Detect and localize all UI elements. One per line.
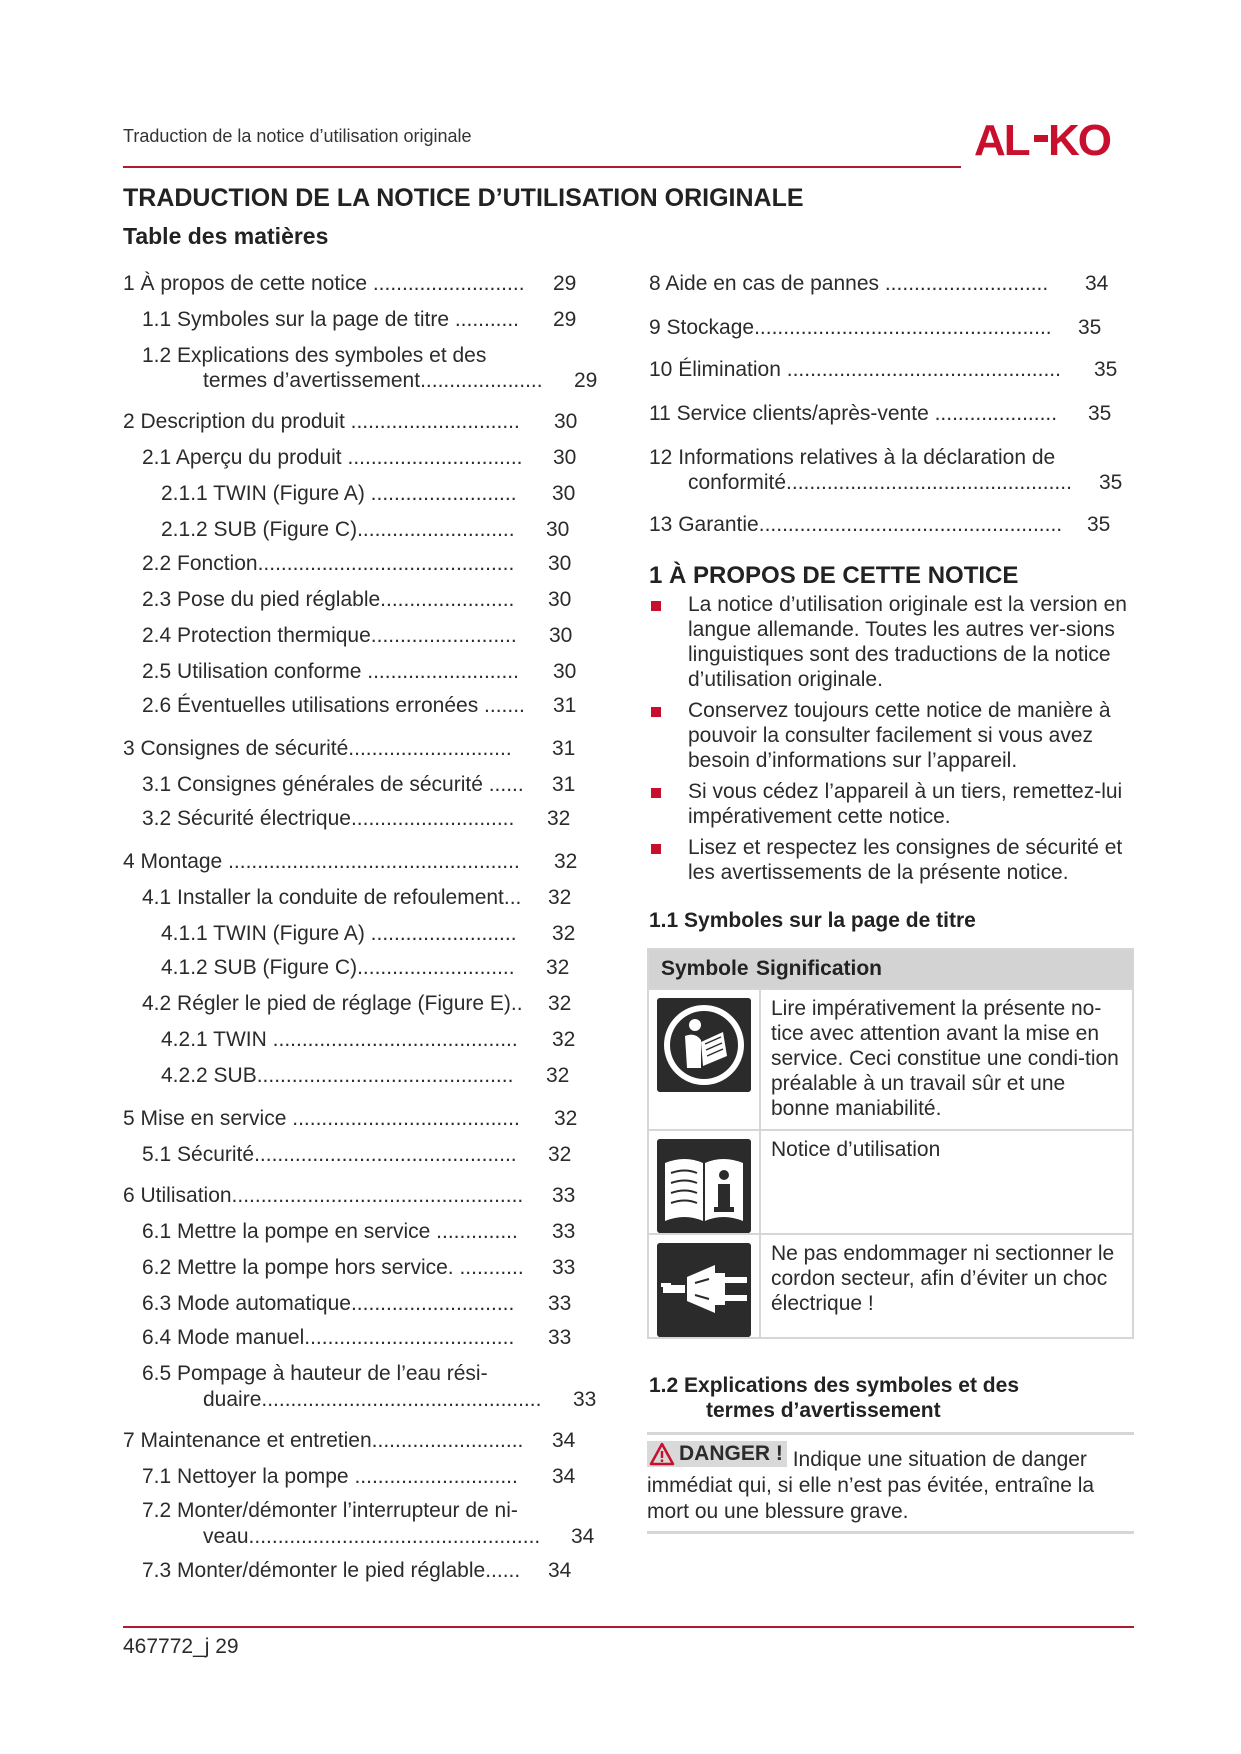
toc-entry[interactable]: 4.1.1 TWIN (Figure A) ......................... 32 — [161, 922, 576, 945]
toc-entry[interactable]: 2.4 Protection thermique......................... 30 — [142, 624, 573, 647]
danger-text: Indique une situation de danger immédiat qui, si elle n’est pas évitée, entraîne la mort ou une blessure grave. — [647, 1448, 1095, 1523]
toc-entry[interactable]: 2.1 Aperçu du produit .............................. 30 — [142, 446, 577, 469]
svg-text:KO: KO — [1048, 117, 1110, 161]
document-title: TRADUCTION DE LA NOTICE D’UTILISATION ORIGINALE — [123, 184, 804, 212]
toc-entry[interactable]: 10 Élimination ............................................... 35 — [649, 358, 1118, 381]
toc-entry[interactable]: 6.2 Mettre la pompe hors service. ........... 33 — [142, 1256, 576, 1279]
toc-entry[interactable]: 9 Stockage................................................... 35 — [649, 316, 1102, 339]
table-row — [649, 988, 1132, 1129]
toc-entry[interactable]: 4 Montage .................................................. 32 — [123, 850, 578, 873]
bullet-list — [649, 592, 1139, 891]
toc-entry[interactable]: termes d’avertissement..................... 29 — [203, 369, 598, 392]
danger-label: DANGER ! — [647, 1441, 787, 1467]
toc-entry[interactable]: 12 Informations relatives à la déclaration de — [649, 446, 1056, 469]
toc-entry[interactable]: 2.1.1 TWIN (Figure A) ......................... 30 — [161, 482, 576, 505]
toc-entry[interactable]: 5.1 Sécurité............................................. 32 — [142, 1143, 572, 1166]
toc-entry[interactable]: 3 Consignes de sécurité............................ 31 — [123, 737, 576, 760]
toc-entry[interactable]: 2 Description du produit ............................. 30 — [123, 410, 578, 433]
toc-entry[interactable]: 8 Aide en cas de pannes ............................ 34 — [649, 272, 1109, 295]
toc-entry[interactable]: 7 Maintenance et entretien.......................... 34 — [123, 1429, 576, 1452]
table-row — [649, 1233, 1132, 1337]
bullet-square-icon — [651, 707, 661, 717]
toc-entry[interactable]: 4.1.2 SUB (Figure C)........................... 32 — [161, 956, 570, 979]
toc-entry[interactable]: 7.1 Nettoyer la pompe ............................ 34 — [142, 1465, 576, 1488]
table-row — [649, 1129, 1132, 1233]
bullet-item: La notice d’utilisation originale est la version en langue allemande. Toutes les autres ver-sions linguistiques sont des traductions de la notice d’utilisation originale. — [649, 592, 1139, 692]
symbols-table-header — [649, 950, 1132, 988]
toc-entry[interactable]: 5 Mise en service ....................................... 32 — [123, 1107, 578, 1130]
power-plug-icon — [657, 1243, 751, 1337]
header-title: Traduction de la notice d’utilisation originale — [123, 126, 472, 146]
bullet-square-icon — [651, 601, 661, 611]
toc-entry[interactable]: 2.1.2 SUB (Figure C)........................... 30 — [161, 518, 570, 541]
toc-entry[interactable]: 1 À propos de cette notice .......................... 29 — [123, 272, 577, 295]
toc-entry[interactable]: 6.3 Mode automatique............................ 33 — [142, 1292, 572, 1315]
toc-entry[interactable]: 7.2 Monter/démonter l’interrupteur de ni- — [142, 1499, 518, 1522]
toc-entry[interactable]: 4.2 Régler le pied de réglage (Figure E).. 32 — [142, 992, 572, 1015]
toc-entry[interactable]: 4.1 Installer la conduite de refoulement... 32 — [142, 886, 572, 909]
toc-entry[interactable]: 2.6 Éventuelles utilisations erronées ....... 31 — [142, 694, 577, 717]
info-manual-icon — [657, 1139, 751, 1233]
toc-entry[interactable]: duaire................................................ 33 — [203, 1388, 597, 1411]
toc-entry[interactable]: veau.................................................. 34 — [203, 1525, 595, 1548]
toc-entry[interactable]: 2.3 Pose du pied réglable....................... 30 — [142, 588, 572, 611]
symbol-meaning: Lire impérativement la présente no-tice avec attention avant la mise en service. Ceci constitue une condi-tion préalable à un travail sûr et une bonne maniabilité. — [771, 997, 1119, 1120]
toc-entry[interactable]: 6.5 Pompage à hauteur de l’eau rési- — [142, 1362, 488, 1385]
toc-entry[interactable]: 1.2 Explications des symboles et des — [142, 344, 487, 367]
toc-title: Table des matières — [123, 223, 329, 249]
toc-entry[interactable]: 6 Utilisation.................................................. 33 — [123, 1184, 576, 1207]
toc-entry[interactable]: 6.1 Mettre la pompe en service .............. 33 — [142, 1220, 576, 1243]
toc-entry[interactable]: conformité................................................. 35 — [688, 471, 1123, 494]
symbols-table — [647, 948, 1134, 1339]
toc-entry[interactable]: 11 Service clients/après-vente ..................... 35 — [649, 402, 1112, 425]
symbol-meaning: Ne pas endommager ni sectionner le cordon secteur, afin d’éviter un choc électrique ! — [771, 1242, 1115, 1315]
bullet-item: Lisez et respectez les consignes de sécurité et les avertissements de la présente notice. — [649, 835, 1139, 885]
svg-text:AL: AL — [974, 117, 1029, 161]
subsection-heading: 1.1 Symboles sur la page de titre — [649, 909, 976, 932]
toc-entry[interactable]: 1.1 Symboles sur la page de titre ........... 29 — [142, 308, 577, 331]
toc-entry[interactable]: 2.5 Utilisation conforme .......................... 30 — [142, 660, 577, 683]
column-header-meaning: Signification — [756, 957, 882, 980]
warning-triangle-icon — [649, 1442, 675, 1466]
toc-entry[interactable]: 4.2.2 SUB............................................ 32 — [161, 1064, 570, 1087]
toc-entry[interactable]: 4.2.1 TWIN .......................................... 32 — [161, 1028, 576, 1051]
section-heading: 1 À PROPOS DE CETTE NOTICE — [649, 562, 1019, 589]
bullet-item: Si vous cédez l’appareil à un tiers, remettez-lui impérativement cette notice. — [649, 779, 1139, 829]
bullet-square-icon — [651, 844, 661, 854]
toc-entry[interactable]: 2.2 Fonction............................................ 30 — [142, 552, 572, 575]
header-rule — [123, 166, 961, 168]
subsection-heading: 1.2 Explications des symboles et des termes d’avertissement — [649, 1374, 1019, 1422]
toc-entry[interactable]: 3.2 Sécurité électrique............................ 32 — [142, 807, 571, 830]
symbol-meaning: Notice d’utilisation — [771, 1138, 941, 1161]
al-ko-logo — [974, 117, 1134, 161]
danger-notice — [647, 1432, 1134, 1534]
bullet-square-icon — [651, 788, 661, 798]
read-manual-icon — [657, 998, 751, 1092]
toc-entry[interactable]: 3.1 Consignes générales de sécurité ...... 31 — [142, 773, 576, 796]
column-header-symbol: Symbole — [661, 957, 749, 980]
footer-page-number: 467772_j 29 — [123, 1635, 239, 1658]
toc-entry[interactable]: 6.4 Mode manuel.................................... 33 — [142, 1326, 572, 1349]
footer-rule — [123, 1626, 1134, 1628]
toc-entry[interactable]: 7.3 Monter/démonter le pied réglable...... 34 — [142, 1559, 572, 1582]
bullet-item: Conservez toujours cette notice de manière à pouvoir la consulter facilement si vous avez besoin d’informations sur l’appareil. — [649, 698, 1139, 773]
toc-entry[interactable]: 13 Garantie.................................................... 35 — [649, 513, 1111, 536]
